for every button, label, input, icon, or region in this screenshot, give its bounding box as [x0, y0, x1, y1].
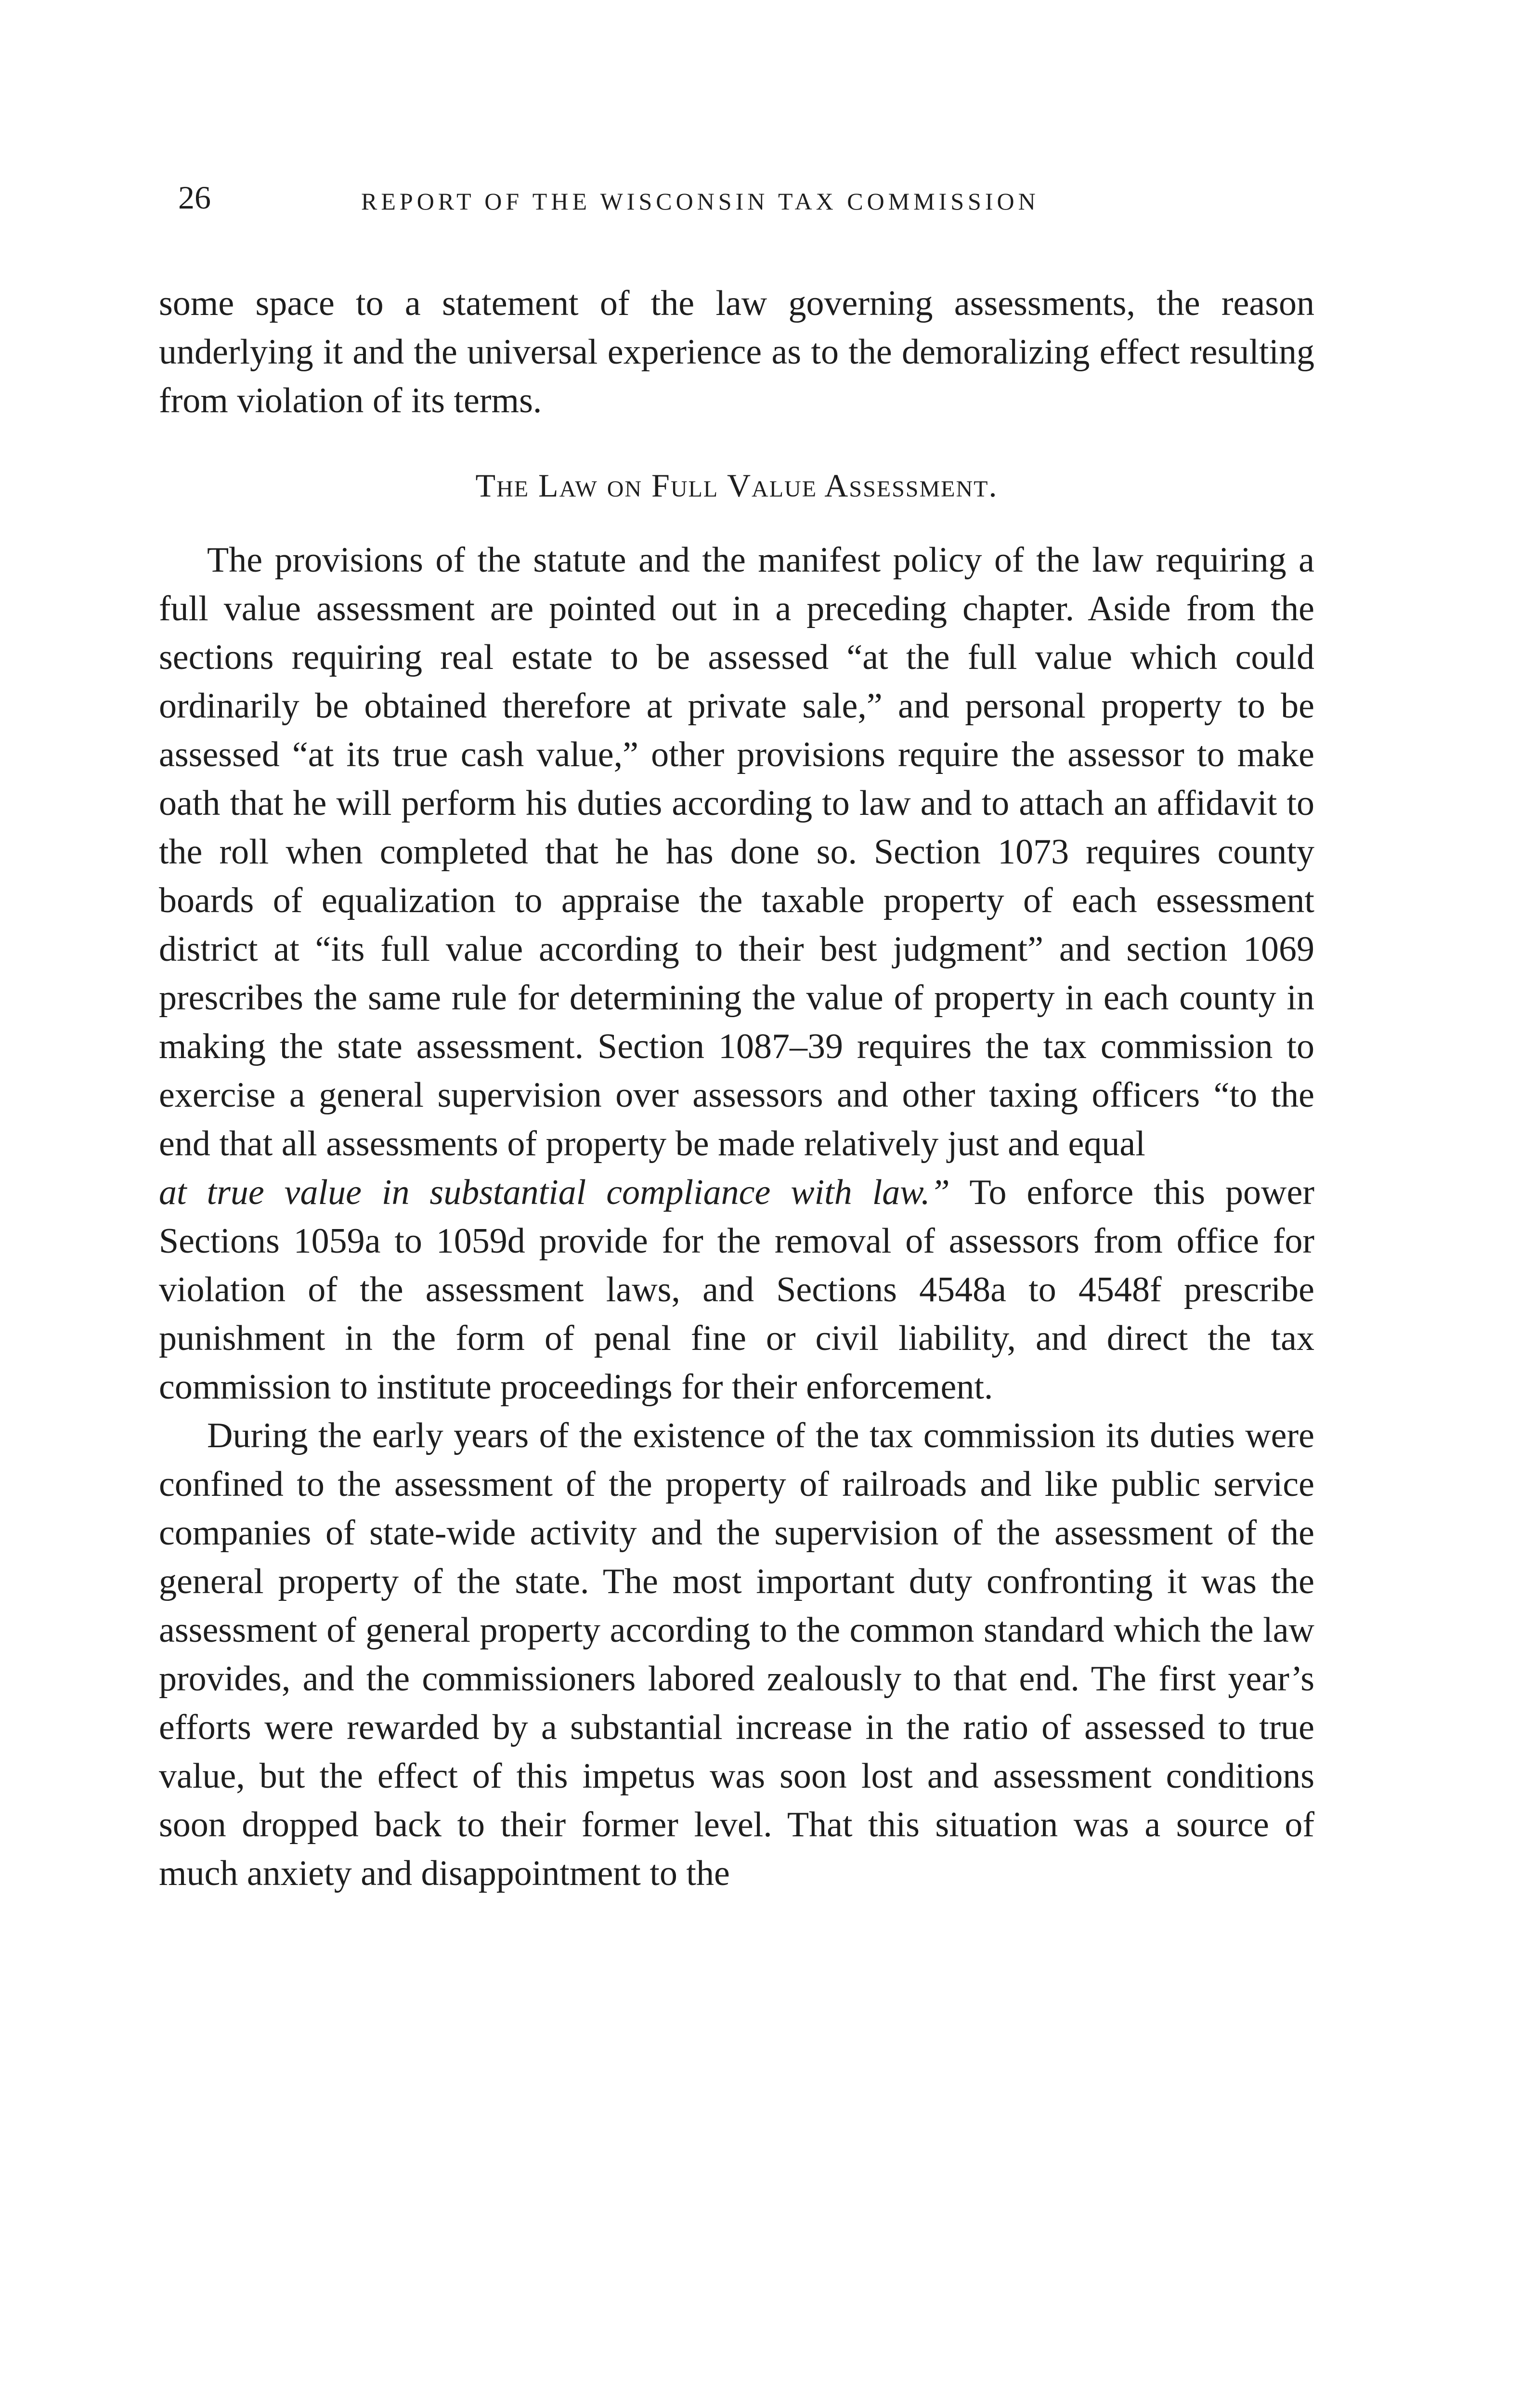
- running-title: REPORT OF THE WISCONSIN TAX COMMISSION: [361, 188, 1039, 215]
- paragraph-1: some space to a statement of the law governing assessments, the reason underlying it and the universal experience as to the demoralizing effect resulting from violation of its terms.: [159, 284, 1314, 420]
- paragraph-2: [159, 536, 1314, 1412]
- body-text: [159, 279, 1314, 1898]
- paragraph-2-text-end: To enforce this power Sections 1059a to 1059d provide for the removal of assessors from office for violation of the assessment laws, and Sections 4548a to 4548f prescribe punishment in the form of penal fine or civil liability, and direct the tax commission to institute proceedings for their enforcement.: [159, 1173, 1314, 1407]
- paragraph-2-italic-quote: at true value in substantial compliance with law.”: [159, 1173, 950, 1212]
- section-heading: The Law on Full Value Assessment.: [475, 467, 998, 504]
- page-number: 26: [178, 179, 211, 216]
- running-head: [159, 173, 1314, 226]
- paragraph-3: During the early years of the existence of the tax commission its duties were confined to the assessment of the property of railroads and like public service companies of state-wide activity and the supervision of the assessment of the general property of the state. The most important duty confronting it was the assessment of general property according to the common standard which the law provides, and the commissioners labored zealously to that end. The first year’s efforts were rewarded by a substantial increase in the ratio of assessed to true value, but the effect of this impetus was soon lost and assessment conditions soon dropped back to their former level. That this situation was a source of much anxiety and disappointment to the: [159, 1416, 1314, 1893]
- document-page: [159, 173, 1314, 2292]
- paragraph-2-text: The provisions of the statute and the manifest policy of the law requiring a full value assessment are pointed out in a preceding chapter. Aside from the sections requiring real estate to be assessed “at the full value which could ordinarily be obtained therefore at private sale,” and personal property to be assessed “at its true cash value,” other provisions require the assessor to make oath that he will perform his duties according to law and to attach an affidavit to the roll when completed that he has done so. Section 1073 requires county boards of equalization to appraise the taxable property of each essessment district at “its full value according to their best judgment” and section 1069 prescribes the same rule for determining the value of property in each county in making the state assessment. Section 1087–39 requires the tax commission to exercise a general supervision over assessors and other taxing officers “to the end that all assessments of property be made relatively just and equal: [159, 540, 1314, 1164]
